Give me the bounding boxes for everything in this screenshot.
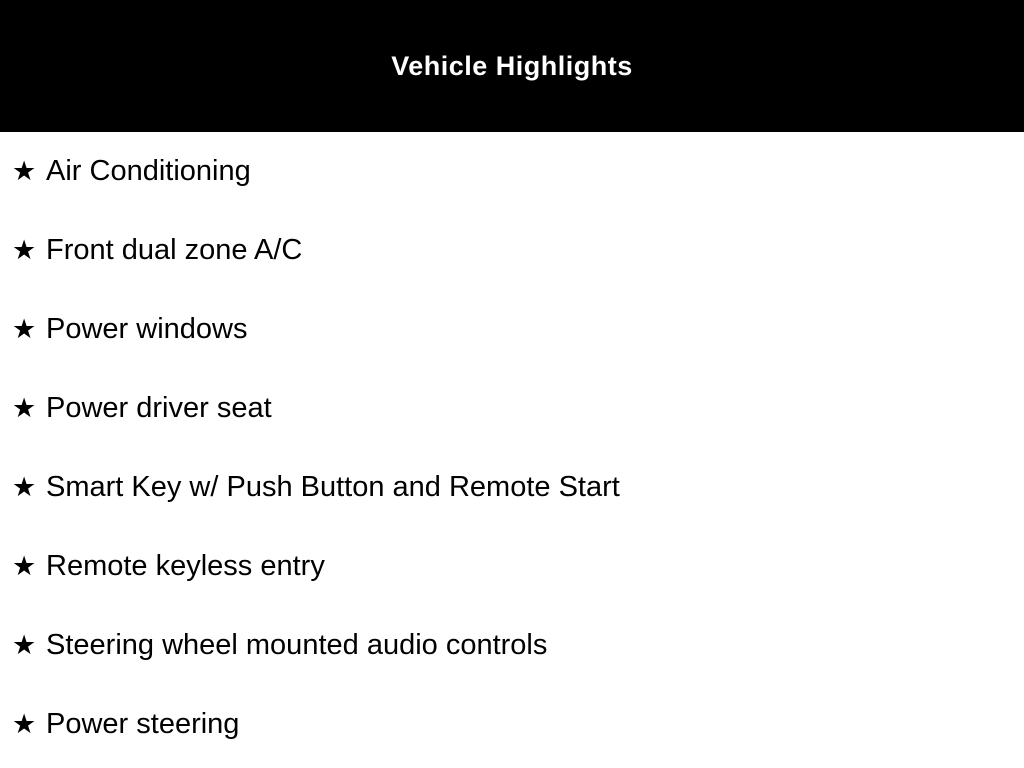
list-item-label: Power driver seat <box>46 392 272 424</box>
list-item <box>12 527 1024 606</box>
list-item <box>12 211 1024 290</box>
list-item <box>12 132 1024 211</box>
page-title: Vehicle Highlights <box>391 50 633 81</box>
star-icon: ★ <box>12 393 37 423</box>
star-icon: ★ <box>12 472 37 502</box>
header-bar <box>0 0 1024 132</box>
star-icon: ★ <box>12 551 37 581</box>
star-icon: ★ <box>12 314 37 344</box>
list-item <box>12 290 1024 369</box>
list-item <box>12 369 1024 448</box>
list-item-label: Power windows <box>46 313 248 345</box>
star-icon: ★ <box>12 156 37 186</box>
list-item-label: Air Conditioning <box>46 155 251 187</box>
list-item-label: Steering wheel mounted audio controls <box>46 629 548 661</box>
star-icon: ★ <box>12 630 37 660</box>
star-icon: ★ <box>12 235 37 265</box>
list-item-label: Smart Key w/ Push Button and Remote Start <box>46 471 620 503</box>
list-item-label: Remote keyless entry <box>46 550 325 582</box>
highlights-list <box>0 132 1024 764</box>
list-item <box>12 685 1024 764</box>
list-item <box>12 448 1024 527</box>
star-icon: ★ <box>12 709 37 739</box>
list-item-label: Power steering <box>46 708 240 740</box>
list-item-label: Front dual zone A/C <box>46 234 303 266</box>
list-item <box>12 606 1024 685</box>
